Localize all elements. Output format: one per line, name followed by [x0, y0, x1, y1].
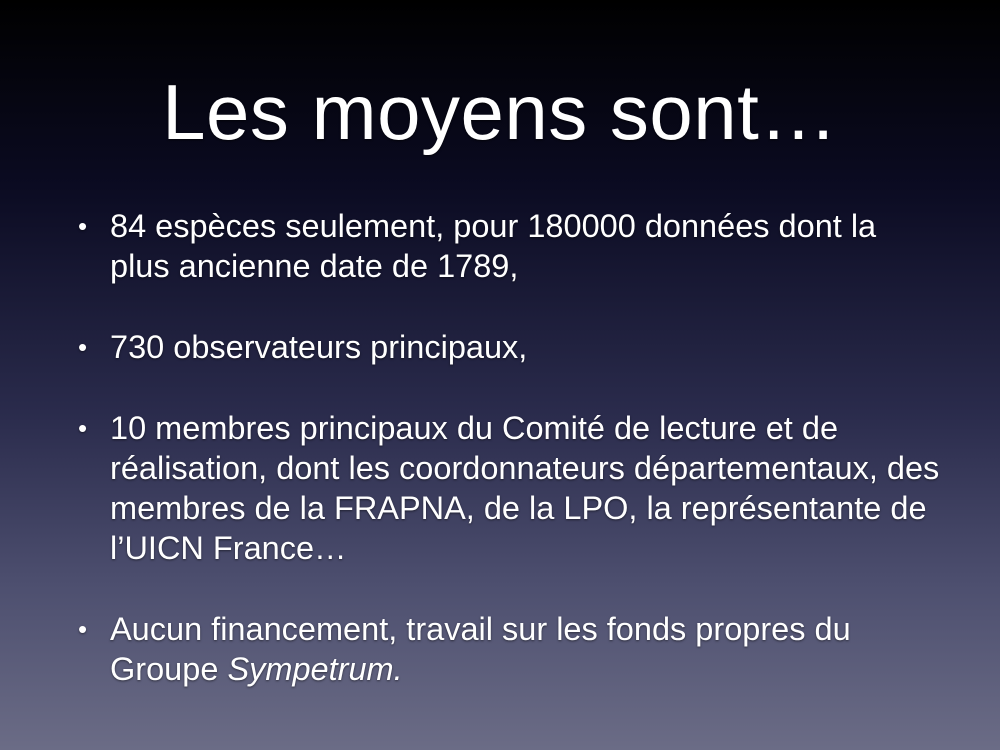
bullet-item [70, 206, 940, 286]
bullet-dot-icon: • [78, 332, 88, 362]
bullet-dot-icon: • [78, 614, 88, 644]
bullet-text: Aucun financement, travail sur les fonds propres du Groupe [110, 611, 851, 687]
bullet-list [70, 206, 940, 730]
bullet-item [70, 408, 940, 568]
bullet-item [70, 327, 940, 367]
bullet-text: 730 observateurs principaux, [110, 329, 528, 365]
bullet-text: 84 espèces seulement, pour 180000 données dont la plus ancienne date de 1789, [110, 208, 877, 284]
bullet-text: 10 membres principaux du Comité de lecture et de réalisation, dont les coordonnateurs départementaux, des membres de la FRAPNA, de la LPO, la représentante de l’UICN France… [110, 410, 940, 566]
bullet-dot-icon: • [78, 211, 88, 241]
slide-title: Les moyens sont… [162, 68, 838, 156]
bullet-dot-icon: • [78, 413, 88, 443]
bullet-item [70, 609, 940, 689]
bullet-text-italic: Sympetrum. [227, 651, 403, 687]
